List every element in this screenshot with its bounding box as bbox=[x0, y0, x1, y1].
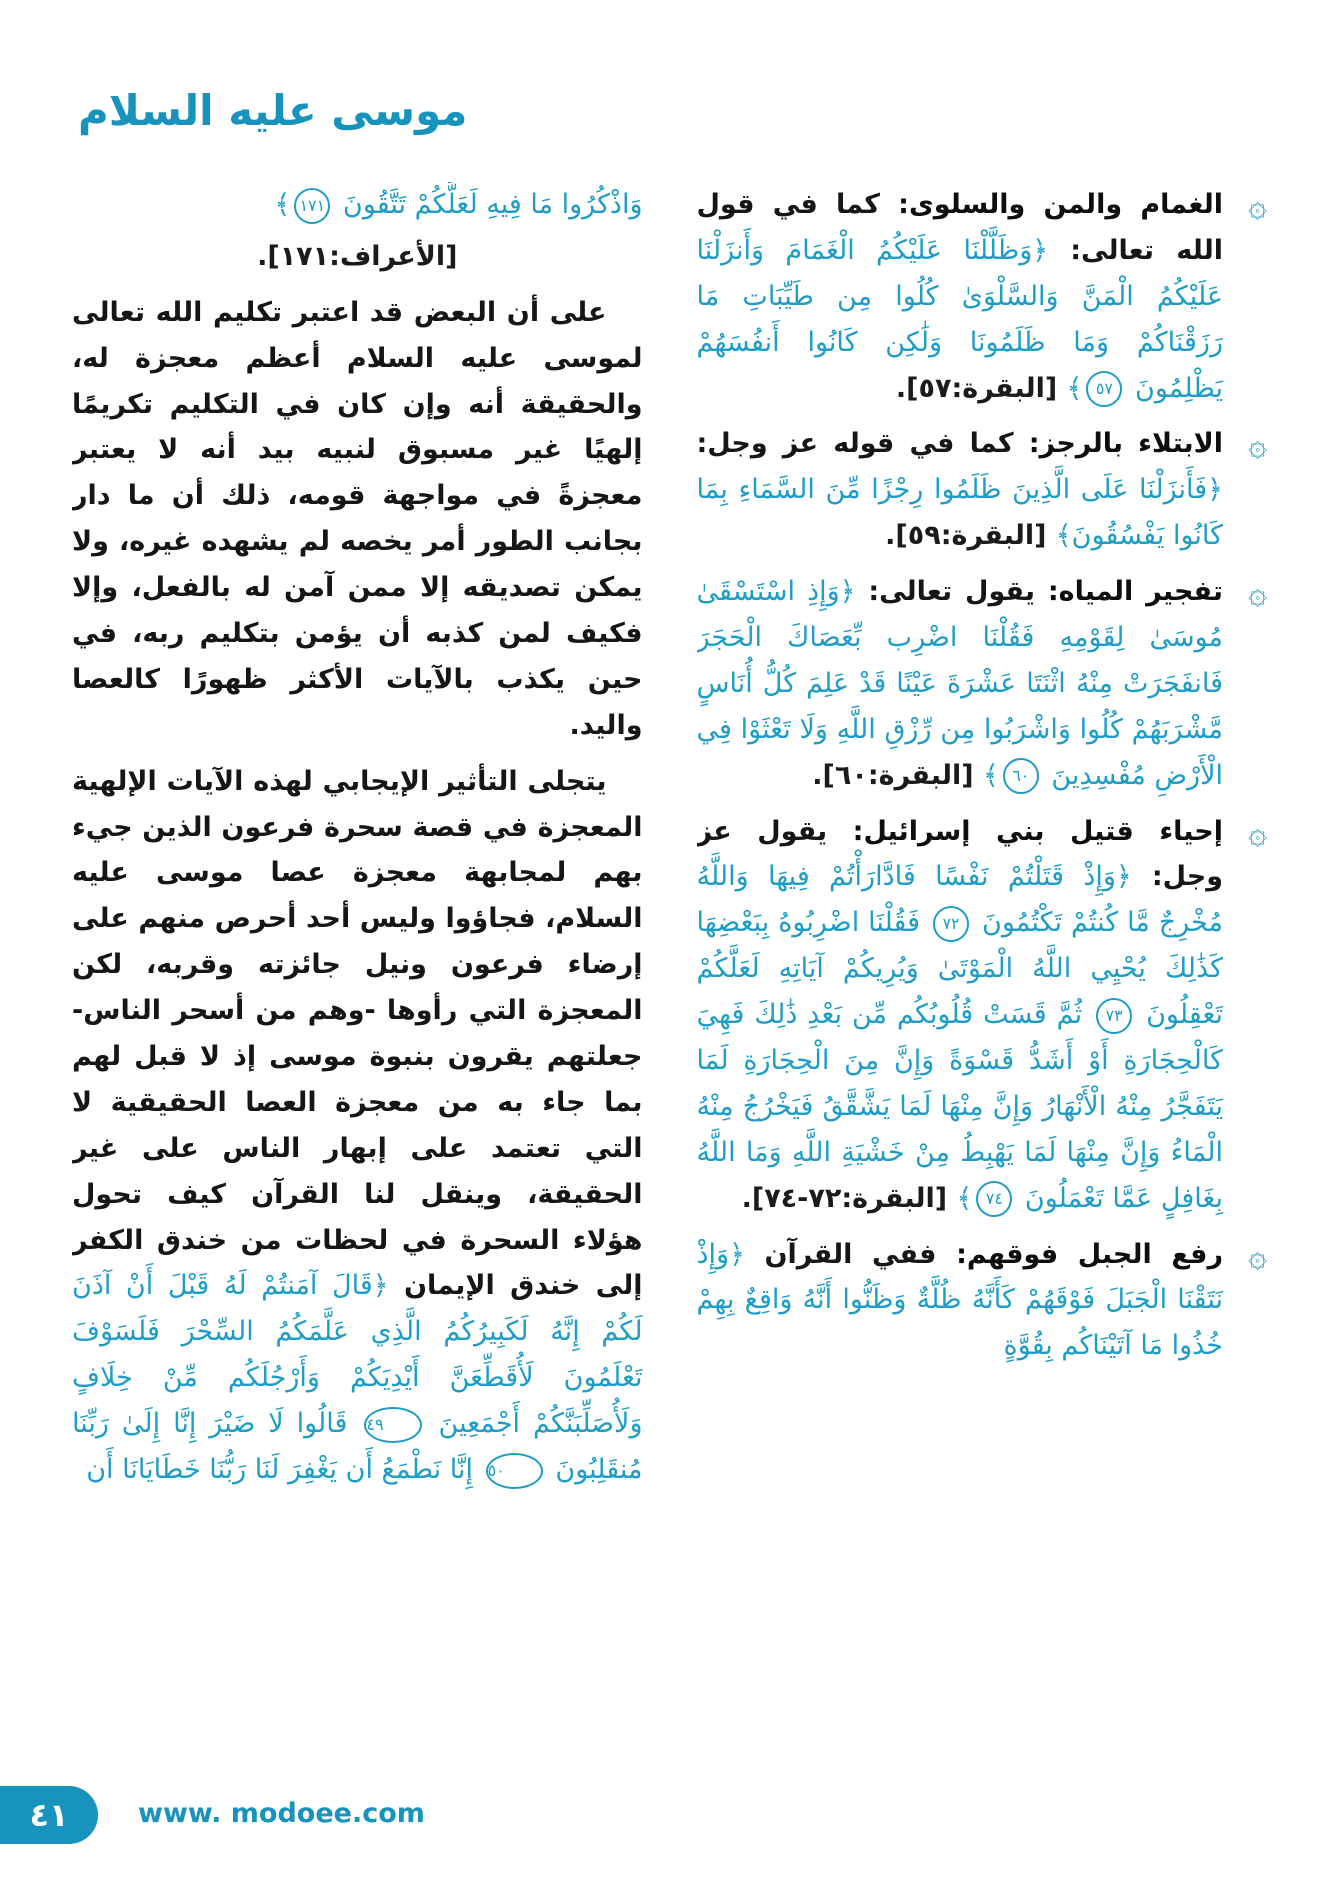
two-column-text-area bbox=[72, 182, 1267, 1772]
verse-number-badge: ٧٤ bbox=[976, 1181, 1012, 1217]
entry-heading: تفجير المياه: bbox=[1047, 576, 1223, 608]
verse-reference: [البقرة:٥٩]. bbox=[885, 520, 1056, 552]
body-text: على أن البعض قد اعتبر تكليم الله تعالى لموسى عليه السلام أعظم معجزة له، والحقيقة أنه وإن كان في التكليم تكريمًا إلهيًا غير مسبوق لنبيه بيد أنه لا يعتبر معجزةً في مواجهة قومه، ذلك أن ما دار بجانب الطور أمر يخصه لم يشهده غيره، ولا يمكن تصديقه إلا ممن آمن له بالفعل، وإلا فكيف لمن كذبه أن يؤمن بتكليم ربه، في حين يكذب بالآيات الأكثر ظهورًا كالعصا واليد. bbox=[72, 296, 643, 741]
page-header-title: موسى عليه السلام bbox=[78, 86, 468, 135]
entry-heading: الابتلاء بالرجز: bbox=[1028, 428, 1223, 460]
entry-revive-slain bbox=[697, 809, 1268, 1222]
quran-continuation bbox=[72, 182, 643, 228]
verse-reference: [البقرة:٧٢-٧٤]. bbox=[741, 1182, 957, 1214]
body-text: يقول عز وجل: bbox=[696, 815, 1224, 893]
quran-text: إِنَّا نَطْمَعُ أَن يَغْفِرَ لَنَا رَبُّنَا خَطَايَانَا أَن bbox=[86, 1454, 482, 1486]
flower-bullet-icon: ۞ bbox=[1248, 425, 1267, 464]
entry-heading: رفع الجبل فوقهم: bbox=[956, 1238, 1223, 1270]
quran-text: قَالُوا لَا ضَيْرَ إِنَّا إِلَىٰ رَبِّنَا مُنقَلِبُونَ bbox=[72, 1408, 643, 1486]
body-text: كما في قول الله تعالى: bbox=[696, 189, 1223, 266]
quran-text: ﴾ bbox=[1066, 372, 1083, 404]
quran-text: فَقُلْنَا اضْرِبُوهُ بِبَعْضِهَا كَذَٰلِكَ يُحْيِي اللَّهُ الْمَوْتَىٰ وَيُرِيكُمْ آيَاتِهِ لَعَلَّكُمْ تَعْقِلُونَ bbox=[696, 907, 1223, 1031]
entry-heading: الغمام والمن والسلوى: bbox=[898, 189, 1223, 220]
verse-number-badge: ١٧١ bbox=[294, 188, 330, 224]
quran-text: ثُمَّ قَسَتْ قُلُوبُكُم مِّن بَعْدِ ذَٰلِكَ فَهِيَ كَالْحِجَارَةِ أَوْ أَشَدُّ قَسْوَةً وَإِنَّ مِنَ الْحِجَارَةِ لَمَا يَتَفَجَّرُ مِنْهُ الْأَنْهَارُ وَإِنَّ مِنْهَا لَمَا يَشَّقَّقُ فَيَخْرُجُ مِنْهُ الْمَاءُ وَإِنَّ مِنْهَا لَمَا يَهْبِطُ مِنْ خَشْيَةِ اللَّهِ وَمَا اللَّهُ بِغَافِلٍ عَمَّا تَعْمَلُونَ bbox=[696, 999, 1223, 1214]
flower-bullet-icon: ۞ bbox=[1248, 573, 1267, 612]
quran-text: ﴾ bbox=[982, 759, 999, 791]
entry-clouds-manna bbox=[697, 182, 1268, 411]
flower-bullet-icon: ۞ bbox=[1248, 812, 1267, 851]
verse-number-badge: ٤٩ bbox=[364, 1407, 421, 1443]
quran-text: ﴿وَإِذْ قَتَلْتُمْ نَفْسًا فَادَّارَأْتُمْ فِيهَا وَاللَّهُ مُخْرِجٌ مَّا كُنتُمْ تَكْتُمُونَ bbox=[696, 861, 1223, 939]
page-number-tab bbox=[0, 1786, 98, 1844]
verse-reference-line bbox=[72, 234, 643, 280]
flower-bullet-icon: ۞ bbox=[1248, 1235, 1267, 1274]
verse-number-badge: ٧٣ bbox=[1096, 998, 1132, 1034]
verse-number-badge: ٥٧ bbox=[1086, 371, 1122, 407]
verse-reference: [الأعراف:١٧١]. bbox=[257, 240, 458, 272]
body-text: ففي القرآن bbox=[744, 1238, 957, 1270]
verse-number-badge: ٧٢ bbox=[933, 906, 969, 942]
body-text: يقول تعالى: bbox=[855, 576, 1048, 608]
right-text-column bbox=[697, 182, 1268, 1772]
left-text-column bbox=[72, 182, 643, 1772]
verse-reference: [البقرة:٥٧]. bbox=[895, 372, 1067, 404]
body-text: كما في قوله عز وجل: bbox=[696, 428, 1029, 460]
quran-text: ﴿فَأَنزَلْنَا عَلَى الَّذِينَ ظَلَمُوا رِجْزًا مِّنَ السَّمَاءِ بِمَا كَانُوا يَفْسُقُونَ﴾ bbox=[696, 474, 1223, 552]
verse-number-badge: ٦٠ bbox=[1003, 758, 1039, 794]
flower-bullet-icon: ۞ bbox=[1248, 186, 1267, 224]
entry-mountain-raised bbox=[697, 1232, 1268, 1370]
prose-paragraph bbox=[72, 759, 643, 1493]
entry-water-springs bbox=[697, 569, 1268, 798]
prose-paragraph bbox=[72, 290, 643, 749]
quran-text: وَاذْكُرُوا مَا فِيهِ لَعَلَّكُمْ تَتَّقُونَ bbox=[334, 189, 643, 220]
entry-heading: إحياء قتيل بني إسرائيل: bbox=[852, 815, 1223, 847]
quran-text: ﴿وَإِذِ اسْتَسْقَىٰ مُوسَىٰ لِقَوْمِهِ فَقُلْنَا اضْرِب بِّعَصَاكَ الْحَجَرَ فَانفَجَرَتْ مِنْهُ اثْنَتَا عَشْرَةَ عَيْنًا قَدْ عَلِمَ كُلُّ أُنَاسٍ مَّشْرَبَهُمْ كُلُوا وَاشْرَبُوا مِن رِّزْقِ اللَّهِ وَلَا تَعْثَوْا فِي الْأَرْضِ مُفْسِدِينَ bbox=[696, 576, 1223, 791]
quran-text: ﴾ bbox=[956, 1182, 973, 1214]
quran-text: ﴿وَإِذْ نَتَقْنَا الْجَبَلَ فَوْقَهُمْ كَأَنَّهُ ظُلَّةٌ وَظَنُّوا أَنَّهُ وَاقِعٌ بِهِمْ خُذُوا مَا آتَيْنَاكُم بِقُوَّةٍ bbox=[696, 1238, 1223, 1362]
quran-text: ﴾ bbox=[274, 189, 291, 220]
verse-number-badge: ٥٠ bbox=[486, 1453, 543, 1489]
quran-text: ﴿وَظَلَّلْنَا عَلَيْكُمُ الْغَمَامَ وَأَنزَلْنَا عَلَيْكُمُ الْمَنَّ وَالسَّلْوَىٰ كُلُوا مِن طَيِّبَاتِ مَا رَزَقْنَاكُمْ وَمَا ظَلَمُونَا وَلَٰكِن كَانُوا أَنفُسَهُمْ يَظْلِمُونَ bbox=[696, 234, 1223, 404]
body-text: يتجلى التأثير الإيجابي لهذه الآيات الإلهية المعجزة في قصة سحرة فرعون الذين جيء بهم لمجابهة معجزة عصا موسى عليه السلام، فجاؤوا وليس أحد أحرص منهم على إرضاء فرعون ونيل جائزته وقربه، لكن المعجزة التي رأوها -وهم من أسحر الناس- جعلتهم يقرون بنبوة موسى إذ لا قبل لهم بما جاء به من معجزة العصا الحقيقية لا التي تعتمد على إبهار الناس على غير الحقيقة، وينقل لنا القرآن كيف تحول هؤلاء السحرة في لحظات من خندق الكفر إلى خندق الإيمان bbox=[72, 765, 643, 1302]
verse-reference: [البقرة:٦٠]. bbox=[812, 759, 983, 791]
quran-text: ﴿قَالَ آمَنتُمْ لَهُ قَبْلَ أَنْ آذَنَ لَكُمْ إِنَّهُ لَكَبِيرُكُمُ الَّذِي عَلَّمَكُمُ السِّحْرَ فَلَسَوْفَ تَعْلَمُونَ لَأُقَطِّعَنَّ أَيْدِيَكُمْ وَأَرْجُلَكُم مِّنْ خِلَافٍ وَلَأُصَلِّبَنَّكُمْ أَجْمَعِينَ bbox=[72, 1270, 643, 1440]
website-url: www. modoee.com bbox=[138, 1798, 425, 1829]
entry-rijz-trial bbox=[697, 421, 1268, 559]
page-number: ٤١ bbox=[29, 1796, 69, 1834]
